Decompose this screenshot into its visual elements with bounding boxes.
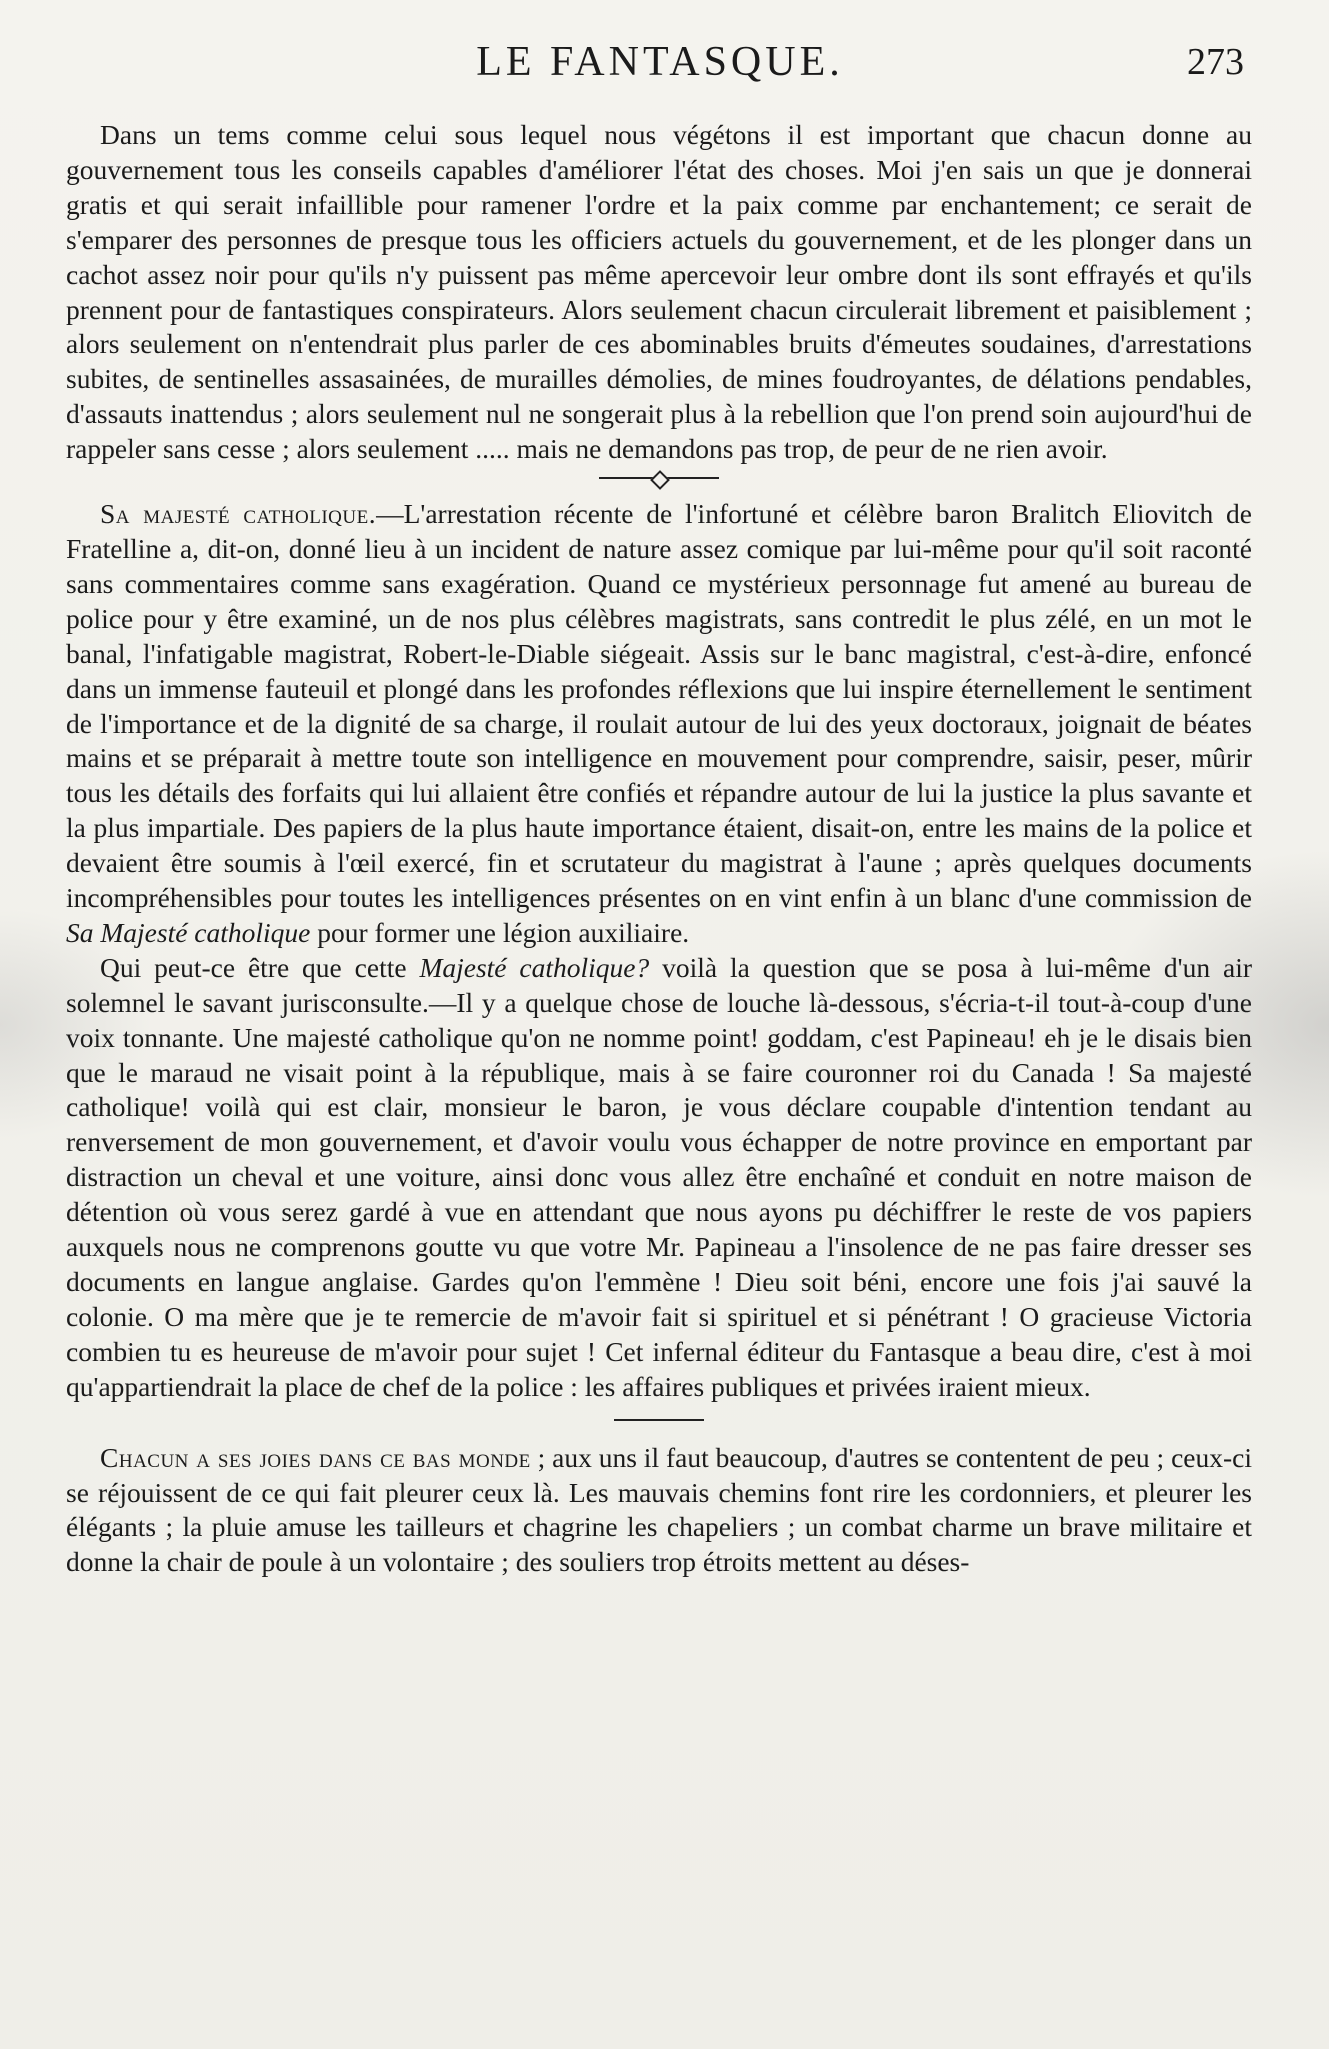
paragraph-majeste-catholique-2 bbox=[66, 951, 1252, 1405]
paragraph-text-a: Qui peut-ce être que cette bbox=[100, 951, 420, 983]
paragraph-text-a: —L'arrestation récente de l'infortuné et célèbre baron Bralitch Eliovitch de Fratelline a, dit-on, donné lieu à un incident de nature assez comique par lui-même pour qu'il soit raconté sans commentaires comme sans exagération. Quand ce mystérieux personnage fut amené au bureau de police pour y être examiné, un de nos plus célèbres magistrats, sans contredit le plus zélé, en un mot le banal, l'infatigable magistrat, Robert-le-Diable siégeait. Assis sur le banc magistral, c'est-à-dire, enfoncé dans un immense fauteuil et plongé dans les profondes réflexions que lui inspire éternellement le sentiment de l'importance et de la dignité de sa charge, il roulait autour de lui des yeux doctoraux, joignait de béates mains et se préparait à mettre toute son intelligence en mouvement pour comprendre, saisir, peser, mûrir tous les détails des forfaits qui lui allaient être confiés et répandre autour de lui la justice la plus savante et la plus impartiale. Des papiers de la plus haute importance étaient, disait-on, entre les mains de la police et devaient être soumis à l'œil exercé, fin et scrutateur du magistrat à l'aune ; après quelques documents incompréhensibles pour toutes les intelligences présentes on en vint enfin à un blanc d'une commission de bbox=[66, 498, 1252, 914]
paragraph-text: ; aux uns il faut beaucoup, d'autres se contentent de peu ; ceux-ci se réjouissent de ce qui fait pleurer ceux là. Les mauvais chemins font rire les cordonniers, et pleurer les élégants ; la pluie amuse les tailleurs et chagrine les chapeliers ; un combat charme un brave militaire et donne la chair de poule à un volontaire ; des souliers trop étroits mettent au déses- bbox=[66, 1441, 1252, 1578]
paragraph-text-b: voilà la question que se posa à lui-même d'un air solemnel le savant jurisconsulte.—Il y a quelque chose de louche là-dessous, s'écria-t-il tout-à-coup d'une voix tonnante. Une majesté catholique qu'on ne nomme point! goddam, c'est Papineau! eh je le disais bien que le maraud ne visait point à la république, mais à se faire couronner roi du Canada ! Sa majesté catholique! voilà qui est clair, monsieur le baron, je vous déclare coupable d'intention tendant au renversement de mon gouvernement, et d'avoir voulu vous échapper de notre province en emportant par distraction un cheval et une voiture, ainsi donc vous allez être enchaîné et conduit en notre maison de détention où vous serez gardé à vue en attendant que nous ayons pu déchiffrer le reste de vos papiers auxquels nous ne comprenons goutte vu que votre Mr. Papineau a l'insolence de ne pas faire dresser ses documents en langue anglaise. Gardes qu'on l'emmène ! Dieu soit béni, encore une fois j'ai sauvé la colonie. O ma mère que je te remercie de m'avoir fait si spirituel et si pénétrant ! O gracieuse Victoria combien tu es heureuse de m'avoir pour sujet ! Cet infernal éditeur du Fantasque a beau dire, c'est à moi qu'appartiendrait la place de chef de la police : les affaires publiques et privées iraient mieux. bbox=[66, 951, 1252, 1402]
paragraph-majeste-catholique-1 bbox=[66, 497, 1252, 951]
paragraph-chacun-ses-joies bbox=[66, 1441, 1252, 1581]
ornamental-rule bbox=[599, 477, 719, 479]
italic-phrase: Sa Majesté catholique bbox=[66, 916, 311, 948]
article-body bbox=[66, 118, 1252, 1580]
running-title: LE FANTASQUE. bbox=[476, 39, 844, 85]
paragraph-text-b: pour former une légion auxiliaire. bbox=[310, 916, 690, 948]
section-heading-chacun: Chacun a ses joies dans ce bas monde bbox=[100, 1441, 531, 1473]
section-rule bbox=[614, 1419, 704, 1421]
page-header bbox=[60, 38, 1260, 88]
paragraph-government-advice: Dans un tems comme celui sous lequel nous végétons il est important que chacun donne au gouvernement tous les conseils capables d'améliorer l'état des choses. Moi j'en sais un que je donnerai gratis et qui serait infaillible pour ramener l'ordre et la paix comme par enchantement; ce serait de s'emparer des personnes de presque tous les officiers actuels du gouvernement, et de les plonger dans un cachot assez noir pour qu'ils n'y puissent pas même apercevoir leur ombre dont ils sont effrayés et qu'ils prennent pour de fantastiques conspirateurs. Alors seulement chacun circulerait librement et paisiblement ; alors seulement on n'entendrait plus parler de ces abominables bruits d'émeutes soudaines, d'arrestations subites, de sentinelles assasainées, de murailles démolies, de mines foudroyantes, de délations pendables, d'assauts inattendus ; alors seulement nul ne songerait plus à la rebellion que l'on prend soin aujourd'hui de rappeler sans cesse ; alors seulement ..... mais ne demandons pas trop, de peur de ne rien avoir. bbox=[66, 119, 1252, 465]
italic-phrase: Majesté catholique? bbox=[419, 951, 650, 983]
section-heading-majeste: Sa majesté catholique. bbox=[100, 498, 377, 530]
page-number: 273 bbox=[1187, 41, 1244, 83]
